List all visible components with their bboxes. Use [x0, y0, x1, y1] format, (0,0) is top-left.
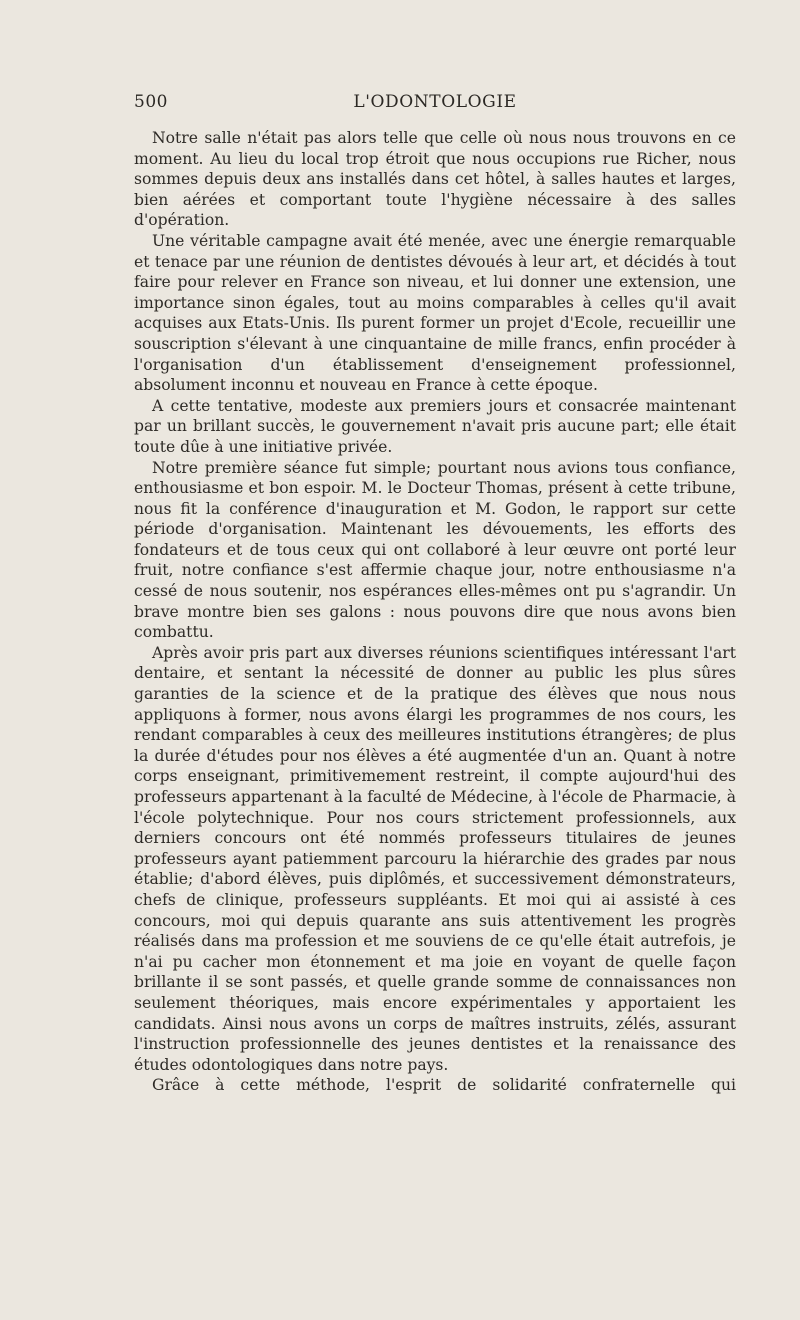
paragraph-premiere-seance: Notre première séance fut simple; pourtant nous avions tous confiance, enthousiasme et bon espoir. M. le Docteur Thomas, présent à cette tribune, nous fit la conférence d'inauguration et M. Godon, le rapport sur cette période d'organisation. Maintenant les dévouements, les efforts des fondateurs et de tous ceux qui ont collaboré à leur œuvre ont porté leur fruit, notre confiance s'est affermie chaque jour, notre enthousiasme n'a cessé de nous soutenir, nos espérances elles-mêmes ont pu s'agrandir. Un brave montre bien ses galons : nous pouvons dire que nous avons bien combattu. — [134, 458, 736, 642]
running-title: L'ODONTOLOGIE — [353, 92, 517, 112]
body-text — [134, 128, 736, 1096]
paragraph-reunions: Après avoir pris part aux diverses réunions scientifiques intéressant l'art dentaire, et sentant la nécessité de donner au public les plus sûres garanties de la science et de la pratique des élèves que nous nous appliquons à former, nous avons élargi les programmes de nos cours, les rendant comparables à ceux des meilleures institutions étrangères; de plus la durée d'études pour nos élèves a été augmentée d'un an. Quant à notre corps enseignant, primitivemement restreint, il compte aujourd'hui des professeurs appartenant à la faculté de Médecine, à l'école de Pharmacie, à l'école polytechnique. Pour nos cours strictement professionnels, aux derniers concours ont été nommés professeurs titulaires de jeunes professeurs ayant patiemment parcouru la hiérarchie des grades par nous établie; d'abord élèves, puis diplômés, et successivement démonstrateurs, chefs de clinique, professeurs suppléants. Et moi qui ai assisté à ces concours, moi qui depuis quarante ans suis attentivement les progrès réalisés dans ma profession et me souviens de ce qu'elle était autrefois, je n'ai pu cacher mon étonnement et ma joie en voyant de quelle façon brillante il se sont passés, et quelle grande somme de connaissances non seulement théoriques, mais encore expérimentales y apportaient les candidats. Ainsi nous avons un corps de maîtres instruits, zélés, assurant l'instruction professionnelle des jeunes dentistes et la renaissance des études odontologiques dans notre pays. — [134, 643, 736, 1074]
paragraph-grace: Grâce à cette méthode, l'esprit de solidarité confraternelle qui — [152, 1076, 736, 1095]
paragraph-campagne: Une véritable campagne avait été menée, avec une énergie remarquable et tenace par une réunion de dentistes dévoués à leur art, et décidés à tout faire pour relever en France son niveau, et lui donner une extension, une importance sinon égales, tout au moins comparables à celles qu'il avait acquises aux Etats-Unis. Ils purent former un projet d'Ecole, recueillir une souscription s'élevant à une cinquantaine de mille francs, enfin procéder à l'organisation d'un établissement d'enseignement professionnel, absolument inconnu et nouveau en France à cette époque. — [134, 231, 736, 395]
page-number: 500 — [134, 92, 168, 112]
running-header — [134, 92, 736, 122]
paragraph-salle: Notre salle n'était pas alors telle que celle où nous nous trouvons en ce moment. Au lieu du local trop étroit que nous occupions rue Richer, nous sommes depuis deux ans installés dans cet hôtel, à salles hautes et larges, bien aérées et comportant toute l'hygiène nécessaire à des salles d'opération. — [134, 129, 736, 230]
paragraph-tentative: A cette tentative, modeste aux premiers jours et consacrée maintenant par un brillant succès, le gouvernement n'avait pris aucune part; elle était toute dûe à une initiative privée. — [134, 396, 736, 456]
